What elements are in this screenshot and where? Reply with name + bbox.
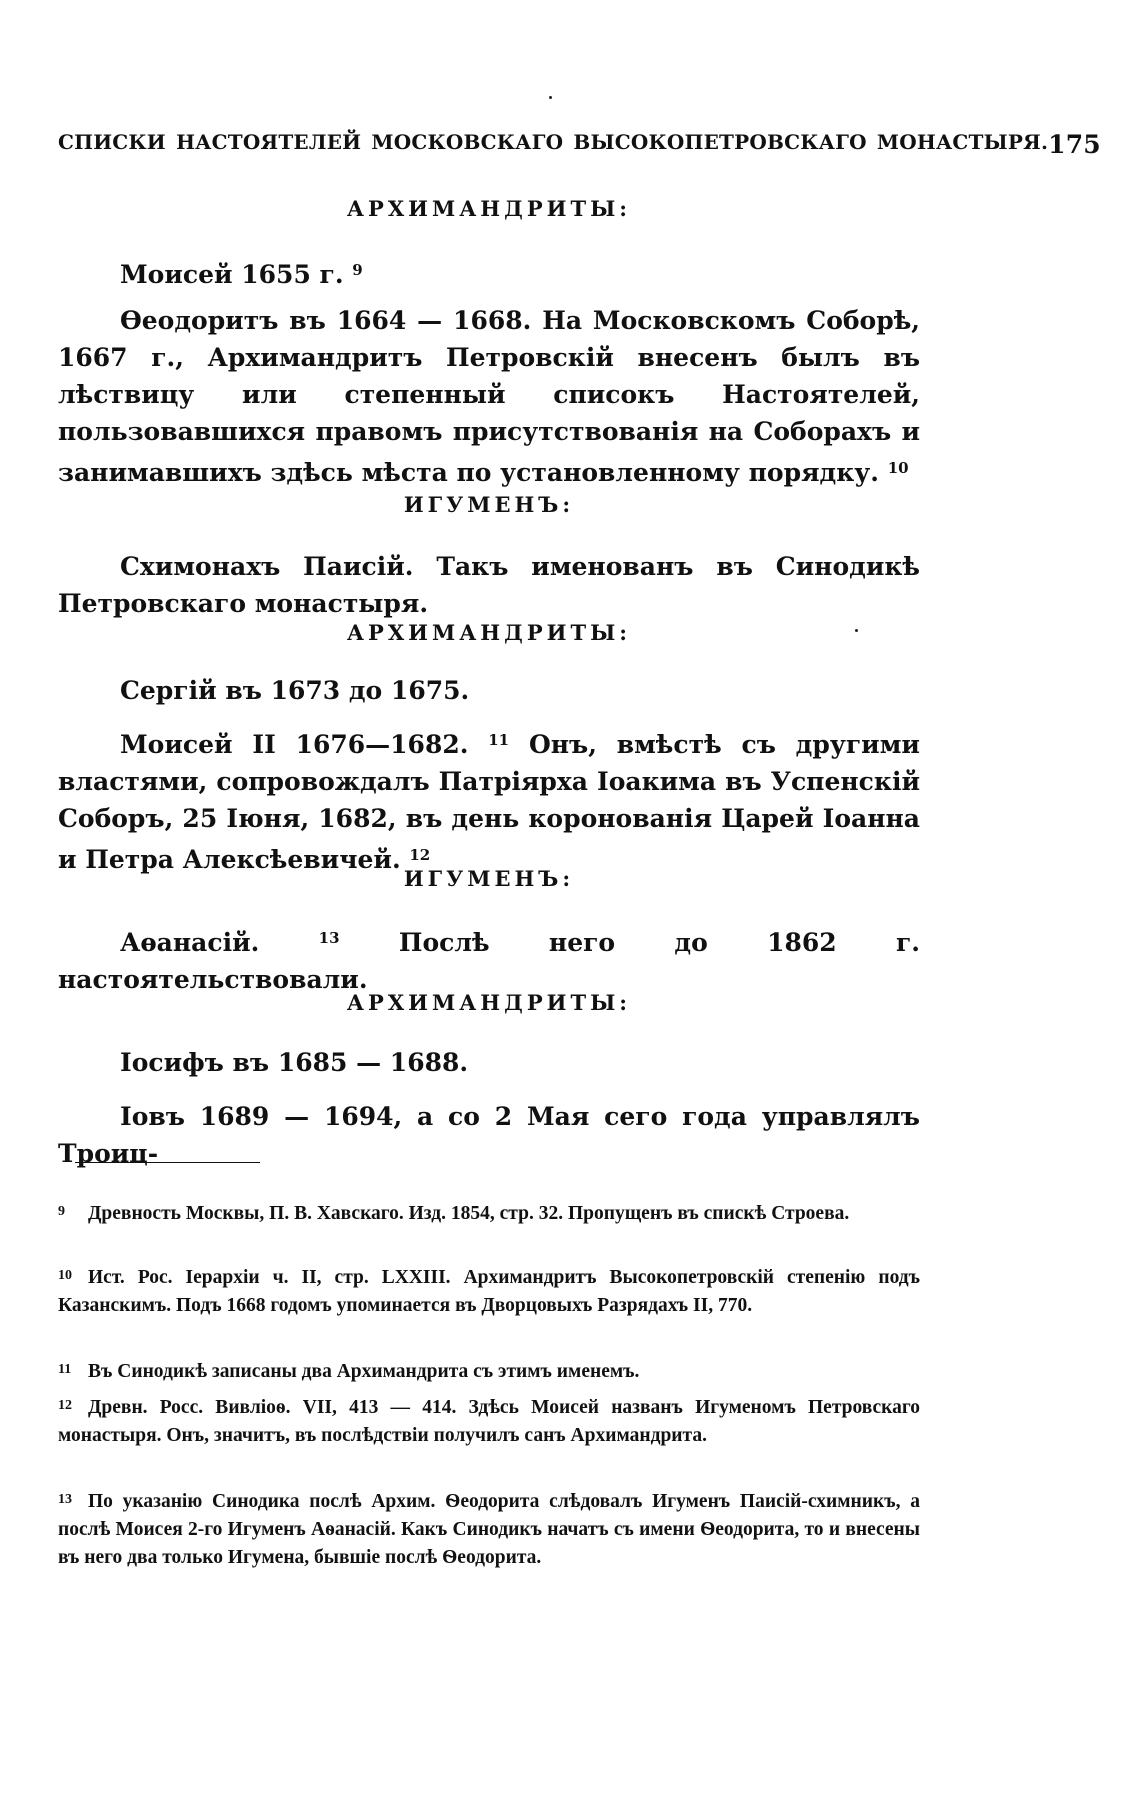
entry-afanasii [58,920,920,998]
footnote-ref: 12 [409,846,431,864]
entry-text: Ѳеодоритъ въ 1664 — 1668. На Московскомъ Соборѣ, 1667 г., Архимандритъ Петровскій внесенъ былъ въ лѣствицу или степенный списокъ Настоятелей, пользовавшихся правомъ присутствованія на Соборахъ и занимавшихъ здѣсь мѣста по установленному порядку. [58,306,920,487]
entry-text: Іосифъ въ 1685 — 1688. [120,1048,469,1077]
footnote-marker: 11 [58,1362,72,1377]
entry-text: Аѳанасій. [120,928,260,957]
entry-text: Онъ, вмѣстѣ съ другими властями, сопровождалъ Патріярха Іоакима въ Успенскій Соборъ, 25 Іюня, 1682, въ день коронованія Царей Іоанна и Петра Алексѣевичей. [58,730,920,874]
footnote-9 [58,1198,920,1228]
entry-paisii [58,548,920,622]
entry-moisei [58,252,920,293]
entry-text: Сергій въ 1673 до 1675. [120,676,470,705]
footnote-ref: 13 [318,929,340,947]
section-heading-archimandrites-2: АРХИМАНДРИТЫ: [346,620,632,645]
footnote-11 [58,1356,920,1386]
entry-iov [58,1098,920,1172]
footnote-marker: 9 [58,1204,65,1219]
footnote-13 [58,1486,920,1572]
entry-sergii [58,672,920,709]
page-number: 175 [1048,130,1101,159]
footnote-text: По указанію Синодика послѣ Архим. Ѳеодорита слѣдовалъ Игуменъ Паисій-схимникъ, а послѣ Моисея 2-го Игуменъ Аѳанасій. Какъ Синодикъ начатъ съ имени Ѳеодорита, то и внесены въ него два только Игумена, бывшіе послѣ Ѳеодорита. [58,1491,920,1568]
running-head-title: СПИСКИ НАСТОЯТЕЛЕЙ МОСКОВСКАГО ВЫСОКОПЕТРОВСКАГО МОНАСТЫРЯ. [58,130,1049,154]
entry-text: Схимонахъ Паисій. Такъ именованъ въ Синодикѣ Петровскаго монастыря. [58,552,920,618]
footnote-text: Въ Синодикѣ записаны два Архимандрита съ этимъ именемъ. [88,1361,640,1382]
footnote-divider [75,1162,260,1163]
running-head [58,130,1101,159]
footnote-marker: 10 [58,1268,72,1283]
footnote-ref: 9 [352,261,363,279]
section-heading-igumen-1: ИГУМЕНЪ: [403,492,575,517]
footnote-12 [58,1392,920,1450]
section-heading-archimandrites-3: АРХИМАНДРИТЫ: [346,990,632,1015]
footnote-text: Древн. Росс. Вивліоѳ. VII, 413 — 414. Здѣсь Моисей названъ Игуменомъ Петровскаго монастыря. Онъ, значитъ, въ послѣдствіи получилъ санъ Архимандрита. [58,1397,920,1446]
entry-text: Моисей 1655 г. [120,260,344,289]
footnote-text: Древность Москвы, П. В. Хавскаго. Изд. 1854, стр. 32. Пропущенъ въ спискѣ Строева. [88,1203,850,1224]
section-heading-igumen-2: ИГУМЕНЪ: [403,866,575,891]
footnote-ref: 10 [887,459,909,477]
entry-moisei-ii [58,722,920,878]
entry-text: Іовъ 1689 — 1694, а со 2 Мая сего года управлялъ Троиц- [58,1102,920,1168]
stray-mark [549,96,552,99]
footnote-ref: 11 [488,731,510,749]
section-heading-archimandrites-1: АРХИМАНДРИТЫ: [346,196,632,221]
footnote-text: Ист. Рос. Іерархіи ч. II, стр. LXXIII. Архимандритъ Высокопетровскій степенію подъ Казанскимъ. Подъ 1668 годомъ упоминается въ Дворцовыхъ Разрядахъ II, 770. [58,1267,920,1316]
entry-text: Моисей II 1676—1682. [120,730,469,759]
footnote-marker: 12 [58,1398,72,1413]
entry-text: Послѣ него до 1862 г. настоятельствовали. [58,928,920,994]
entry-feodorit [58,302,920,491]
entry-iosif [58,1044,920,1081]
footnote-marker: 13 [58,1492,72,1507]
footnote-10 [58,1262,920,1320]
